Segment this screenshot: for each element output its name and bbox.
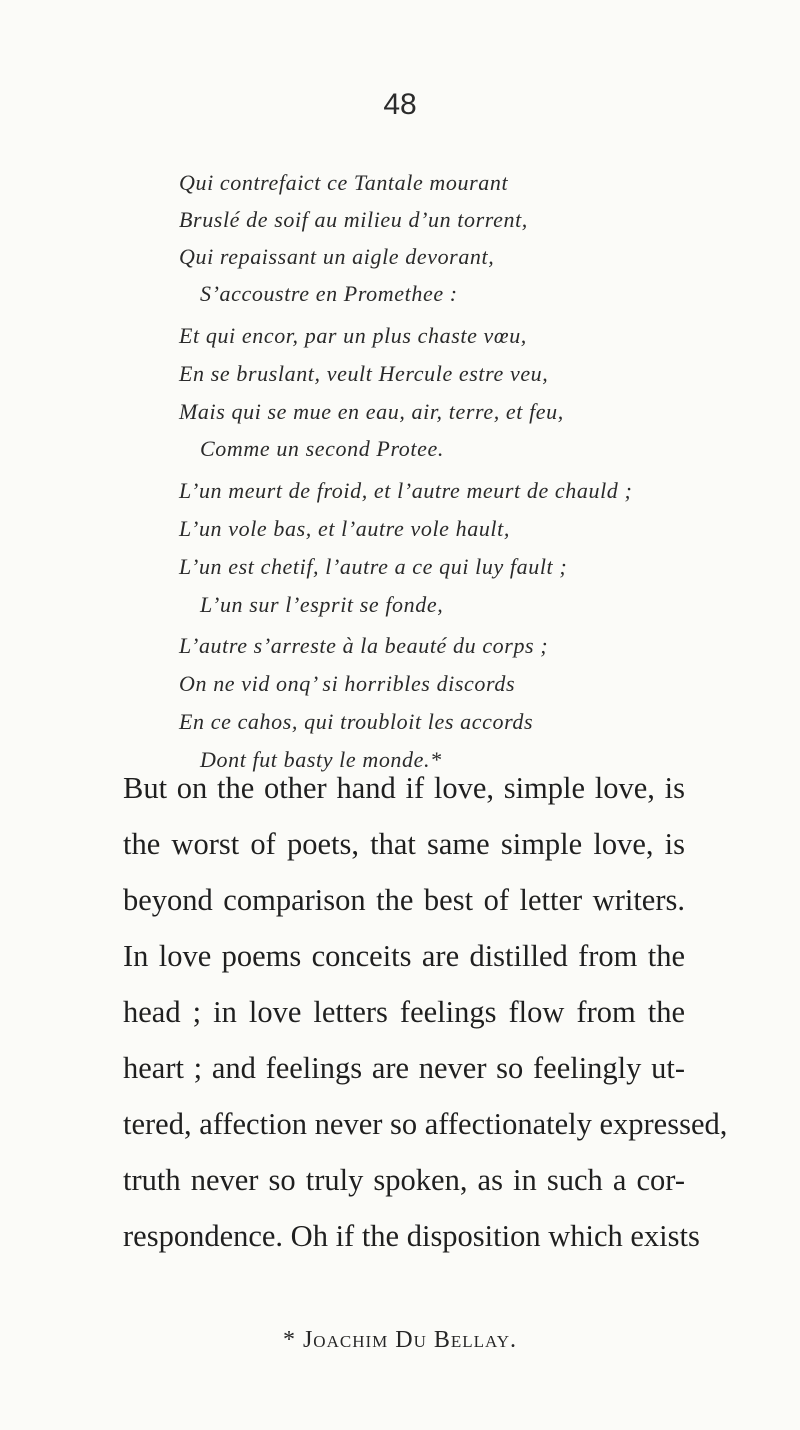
poem-line: On ne vid onq’ si horribles discords <box>179 671 516 696</box>
poem-line: Et qui encor, par un plus chaste vœu, <box>179 323 527 348</box>
poem-line: L’un est chetif, l’autre a ce qui luy fault ; <box>179 554 568 579</box>
poem-line: L’autre s’arreste à la beauté du corps ; <box>179 633 549 658</box>
poem-line: Qui contrefaict ce Tantale mourant <box>179 170 509 195</box>
prose-line: tered, affection never so affectionately expressed, <box>123 1107 728 1141</box>
poem-line: Comme un second Protee. <box>200 436 444 461</box>
prose-line: In love poems conceits are distilled from the <box>123 939 685 973</box>
poem-line: Qui repaissant un aigle devorant, <box>179 244 495 269</box>
poem-line: L’un meurt de froid, et l’autre meurt de chauld ; <box>179 478 633 503</box>
poem-line: En ce cahos, qui troubloit les accords <box>179 709 534 734</box>
prose-line: heart ; and feelings are never so feelingly ut- <box>123 1051 685 1085</box>
prose-line: beyond comparison the best of letter writers. <box>123 883 685 917</box>
prose-line: the worst of poets, that same simple love, is <box>123 827 685 861</box>
prose-line: truth never so truly spoken, as in such a cor- <box>123 1163 685 1197</box>
poem-line: Dont fut basty le monde.* <box>200 747 442 772</box>
prose-line: head ; in love letters feelings flow from the <box>123 995 685 1029</box>
prose-line: respondence. Oh if the disposition which exists <box>123 1219 700 1253</box>
footnote: * Joachim Du Bellay. <box>282 1327 518 1353</box>
poem-line: Mais qui se mue en eau, air, terre, et feu, <box>179 399 564 424</box>
prose-line: But on the other hand if love, simple love, is <box>123 771 685 805</box>
poem-line: Bruslé de soif au milieu d’un torrent, <box>179 207 528 232</box>
poem-line: L’un vole bas, et l’autre vole hault, <box>179 516 510 541</box>
poem-line: S’accoustre en Promethee : <box>200 281 458 306</box>
poem-line: L’un sur l’esprit se fonde, <box>200 592 444 617</box>
page-number: 48 <box>383 88 417 121</box>
poem-line: En se bruslant, veult Hercule estre veu, <box>179 361 549 386</box>
